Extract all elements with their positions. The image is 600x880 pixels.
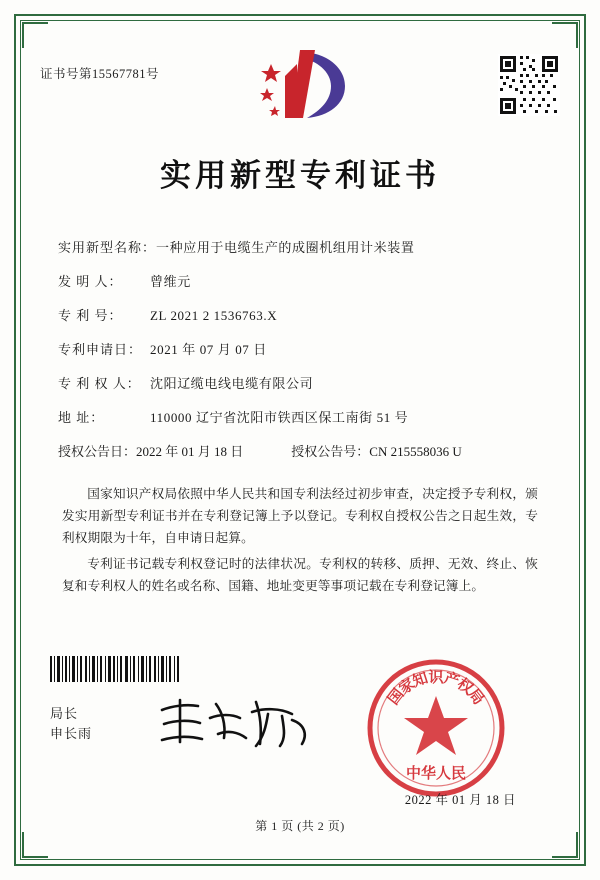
grant-date-label: 授权公告日：: [58, 444, 137, 459]
field-value: ZL 2021 2 1536763.X: [150, 308, 278, 323]
svg-text:中华人民: 中华人民: [405, 766, 467, 782]
field-grant-announcement: [58, 435, 542, 469]
svg-text:权: 权: [453, 676, 476, 698]
svg-text:识: 识: [428, 670, 444, 686]
certificate-number: 证书号第15567781号: [40, 67, 160, 81]
page-title: 实用新型专利证书: [160, 158, 440, 193]
legal-paragraph-1: 国家知识产权局依照中华人民共和国专利法经过初步审查，决定授予专利权，颁发实用新型专利证书并在专利登记簿上予以登记。专利权自授权公告之日起生效，专利权期限为十年，自申请日起算。: [62, 487, 538, 545]
page-indicator: 第 1 页 (共 2 页): [255, 819, 345, 833]
qr-code-icon: [498, 54, 560, 116]
barcode-icon: [50, 656, 180, 682]
field-address: [58, 401, 542, 435]
field-value: 曾维元: [150, 274, 191, 289]
certificate-fields: [36, 231, 564, 469]
seal-date: 2022 年 01 月 18 日: [404, 793, 516, 807]
field-patentee: [58, 367, 542, 401]
svg-text:产: 产: [441, 670, 462, 691]
director-title: 局长: [50, 706, 79, 721]
field-label: 地 址：: [58, 410, 105, 425]
certificate-header: [36, 36, 564, 126]
svg-text:家: 家: [396, 676, 419, 698]
field-label: 专 利 权 人：: [58, 376, 141, 391]
certificate-content: [36, 36, 564, 844]
svg-text:局: 局: [464, 686, 487, 709]
field-label: 实用新型名称：: [58, 240, 157, 255]
field-patent-number: [58, 299, 542, 333]
field-inventor: [58, 265, 542, 299]
field-label: 专利申请日：: [58, 342, 143, 357]
grant-date-value: 2022 年 01 月 18 日: [136, 444, 244, 459]
field-value: 2021 年 07 月 07 日: [150, 342, 267, 357]
certificate-footer: [36, 646, 564, 836]
legal-text: [36, 483, 564, 597]
field-label: 专 利 号：: [58, 308, 123, 323]
svg-text:国: 国: [385, 686, 408, 709]
field-utility-model-name: [58, 231, 542, 265]
grant-number-label: 授权公告号：: [291, 444, 370, 459]
director-block: [50, 704, 92, 744]
grant-number-value: CN 215558036 U: [369, 444, 462, 459]
field-application-date: [58, 333, 542, 367]
director-name: 申长雨: [50, 726, 93, 741]
official-seal: [360, 652, 512, 804]
legal-paragraph-2: 专利证书记载专利权登记时的法律状况。专利权的转移、质押、无效、终止、恢复和专利权人的姓名或名称、国籍、地址变更等事项记载在专利登记簿上。: [62, 557, 538, 593]
cnipa-logo-icon: [245, 46, 355, 124]
director-signature: [156, 694, 316, 754]
field-label: 发 明 人：: [58, 274, 123, 289]
field-value: 沈阳辽缆电线电缆有限公司: [150, 376, 314, 391]
svg-text:知: 知: [410, 670, 431, 691]
field-value: 110000 辽宁省沈阳市铁西区保工南街 51 号: [150, 410, 409, 425]
field-value: 一种应用于电缆生产的成圈机组用计米装置: [156, 240, 415, 255]
